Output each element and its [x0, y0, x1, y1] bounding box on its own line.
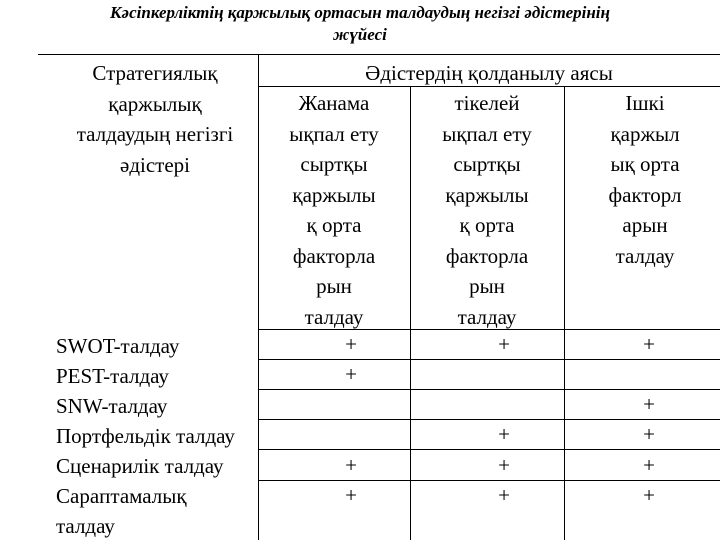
- mark-swot-indirect: +: [345, 332, 357, 356]
- col-divider-3: [564, 86, 565, 540]
- header-methods-line: талдаудың негізгі: [76, 122, 234, 146]
- column-header-line: Ішкі: [625, 91, 665, 115]
- header-methods-line: қаржылық: [108, 91, 202, 116]
- column-header-line: сыртқы: [300, 152, 368, 176]
- mark-expert-indirect: +: [345, 483, 357, 507]
- mark-swot-internal: +: [643, 332, 655, 356]
- header-methods-line: Стратегиялық: [92, 61, 218, 85]
- title-line-1: Кәсіпкерліктің қаржылық ортасын талдаудың негізгі әдістерінің: [110, 3, 610, 22]
- row-label-snw: SNW-талдау: [56, 394, 168, 418]
- title-line-2: жүйесі: [333, 25, 387, 44]
- column-header-line: қ орта: [306, 213, 362, 237]
- header-methods: [40, 58, 270, 180]
- mark-scenario-internal: +: [643, 453, 655, 477]
- mark-swot-direct: +: [498, 332, 510, 356]
- column-header-line: қаржылы: [292, 182, 376, 207]
- document-title: [0, 2, 720, 46]
- mark-snw-internal: +: [643, 392, 655, 416]
- mark-expert-internal: +: [643, 483, 655, 507]
- mark-expert-direct: +: [498, 483, 510, 507]
- row-label-expert: Сарaптамалық: [56, 484, 187, 508]
- row-label-portfolio: Портфельдік талдау: [56, 424, 235, 448]
- column-header-line: талдау: [457, 304, 517, 329]
- column-header-line: тікелей: [454, 91, 520, 115]
- column-header-direct: [410, 88, 564, 332]
- mark-portfolio-internal: +: [643, 422, 655, 446]
- row-label-pest: PEST-талдау: [56, 364, 169, 388]
- mark-pest-indirect: +: [345, 362, 357, 386]
- column-header-line: рын: [316, 274, 352, 298]
- column-header-line: сыртқы: [453, 152, 521, 176]
- table-top-border: [38, 54, 720, 55]
- mark-scenario-indirect: +: [345, 453, 357, 477]
- header-methods-line: әдістері: [120, 152, 190, 177]
- column-header-line: рын: [469, 274, 505, 298]
- mark-scenario-direct: +: [498, 453, 510, 477]
- column-header-internal: [572, 88, 718, 271]
- column-header-line: ық орта: [610, 152, 680, 176]
- column-header-line: факторла: [445, 243, 529, 268]
- row-label-expert-line2: талдау: [56, 514, 115, 538]
- column-header-line: факторл: [608, 182, 682, 207]
- column-header-indirect: [258, 88, 410, 332]
- column-header-line: Жанама: [298, 91, 370, 115]
- column-header-line: қ орта: [459, 213, 515, 237]
- column-header-line: арын: [622, 213, 668, 237]
- column-header-line: талдау: [304, 304, 364, 329]
- column-header-line: қаржыл: [610, 121, 680, 146]
- column-header-line: факторла: [292, 243, 376, 268]
- header-application-scope: Әдістердің қолданылу аясы: [365, 61, 613, 85]
- column-header-line: ықпал ету: [442, 121, 532, 146]
- row-label-scenario: Сценарилік талдау: [56, 454, 224, 478]
- row-label-swot: SWOT-талдау: [56, 334, 180, 358]
- column-header-line: талдау: [615, 243, 675, 268]
- mark-portfolio-direct: +: [498, 422, 510, 446]
- column-header-line: ықпал ету: [289, 121, 379, 146]
- column-header-line: қаржылы: [445, 182, 529, 207]
